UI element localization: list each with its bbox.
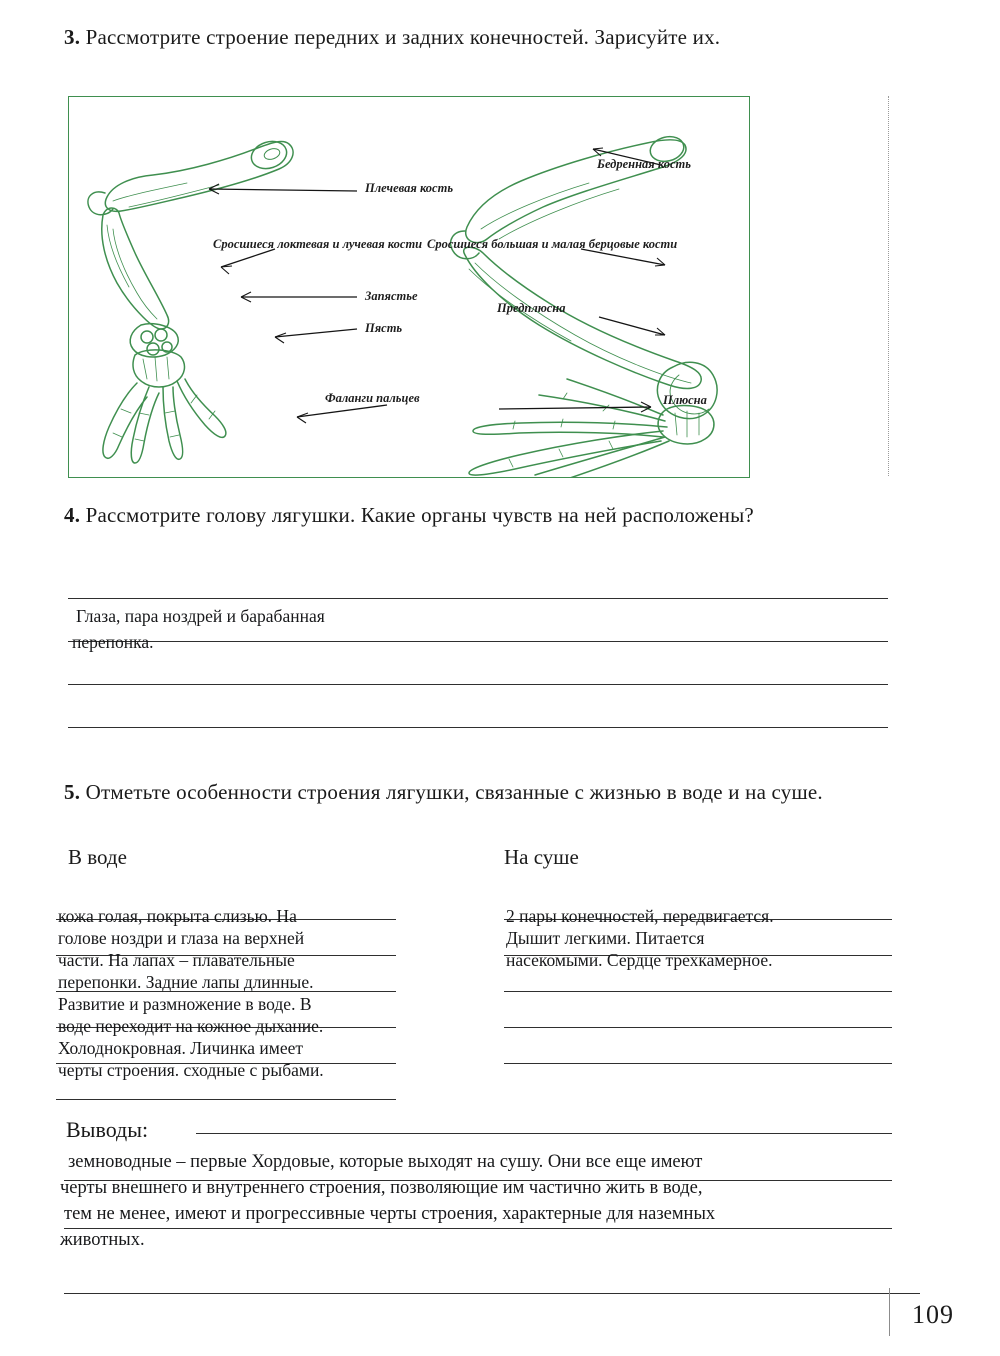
answer-line-q4-2[interactable] xyxy=(68,641,888,642)
conclusion-line-3[interactable] xyxy=(64,1228,892,1229)
question-3-number: 3. xyxy=(64,25,81,49)
answer-line-q4-4[interactable] xyxy=(68,727,888,728)
page-number: 109 xyxy=(912,1300,954,1329)
page-edge-guide xyxy=(888,96,889,476)
conclusion-text-1: земноводные – первые Хордовые, которые выходят на сушу. Они все еще имеют xyxy=(68,1152,703,1172)
answer-text-land-3: насекомыми. Сердце трехкамерное. xyxy=(506,950,773,970)
figure-label-phalanges: Фаланги пальцев xyxy=(325,391,420,405)
answer-text-land-1: 2 пары конечностей, передвигается. xyxy=(506,906,774,926)
answer-text-land-2: Дышит легкими. Питается xyxy=(506,928,705,948)
conclusion-line-1[interactable] xyxy=(196,1133,892,1134)
limb-skeleton-figure xyxy=(68,96,750,478)
question-4-text: Рассмотрите голову лягушки. Какие органы чувств на ней расположены? xyxy=(85,503,754,527)
answer-line-q4-3[interactable] xyxy=(68,684,888,685)
figure-label-carpus: Запястье xyxy=(365,289,418,303)
question-5-text: Отметьте особенности строения лягушки, связанные с жизнью в воде и на суше. xyxy=(85,780,823,804)
answer-line-land-5[interactable] xyxy=(504,1063,892,1064)
figure-label-femur: Бедренная кость xyxy=(597,157,691,171)
answer-text-water-4: перепонки. Задние лапы длинные. xyxy=(58,972,314,992)
question-4 xyxy=(64,500,944,530)
answer-text-q4-line1: Глаза, пара ноздрей и барабанная xyxy=(76,606,325,626)
conclusion-text-3: тем не менее, имеют и прогрессивные черты строения, характерные для наземных xyxy=(64,1204,716,1224)
answer-text-water-2: голове ноздри и глаза на верхней xyxy=(58,928,305,948)
page-number-divider xyxy=(889,1288,890,1336)
conclusion-text-2: черты внешнего и внутреннего строения, позволяющие им частично жить в воде, xyxy=(60,1178,703,1198)
answer-line-water-6[interactable] xyxy=(56,1099,396,1100)
question-5-number: 5. xyxy=(64,780,81,804)
answer-text-water-6: воде переходит на кожное дыхание. xyxy=(58,1016,324,1036)
column-title-on-land: На суше xyxy=(504,845,579,869)
answer-line-land-4[interactable] xyxy=(504,1027,892,1028)
figure-label-tarsus: Предплюсна xyxy=(497,301,566,315)
question-3 xyxy=(64,22,944,52)
answer-text-water-3: части. На лапах – плавательные xyxy=(58,950,295,970)
figure-label-metacarpus: Пясть xyxy=(365,321,403,335)
figure-label-humerus: Плечевая кость xyxy=(365,181,454,195)
answer-text-water-1: кожа голая, покрыта слизью. На xyxy=(58,906,297,926)
answer-line-land-3[interactable] xyxy=(504,991,892,992)
column-title-in-water: В воде xyxy=(68,845,127,869)
conclusions-label: Выводы: xyxy=(66,1117,149,1142)
answer-text-q4-line2: перепонка. xyxy=(72,632,154,652)
question-3-text: Рассмотрите строение передних и задних конечностей. Зарисуйте их. xyxy=(85,25,721,49)
footer-rule xyxy=(64,1293,920,1294)
answer-text-water-8: черты строения. сходные с рыбами. xyxy=(58,1060,324,1080)
question-4-number: 4. xyxy=(64,503,81,527)
question-5 xyxy=(64,777,944,807)
answer-text-water-7: Холоднокровная. Личинка имеет xyxy=(58,1038,304,1058)
figure-label-radio-ulna: Сросшиеся локтевая и лучевая кости xyxy=(213,237,423,251)
figure-label-tibiofibula: Сросшиеся большая и малая берцовые кости xyxy=(427,237,678,251)
answer-text-water-5: Развитие и размножение в воде. В xyxy=(58,994,312,1014)
answer-line-q4-1[interactable] xyxy=(68,598,888,599)
figure-label-metatarsus: Плюсна xyxy=(663,393,707,407)
limb-skeleton-drawing xyxy=(69,97,749,477)
conclusion-text-4: животных. xyxy=(60,1230,145,1250)
